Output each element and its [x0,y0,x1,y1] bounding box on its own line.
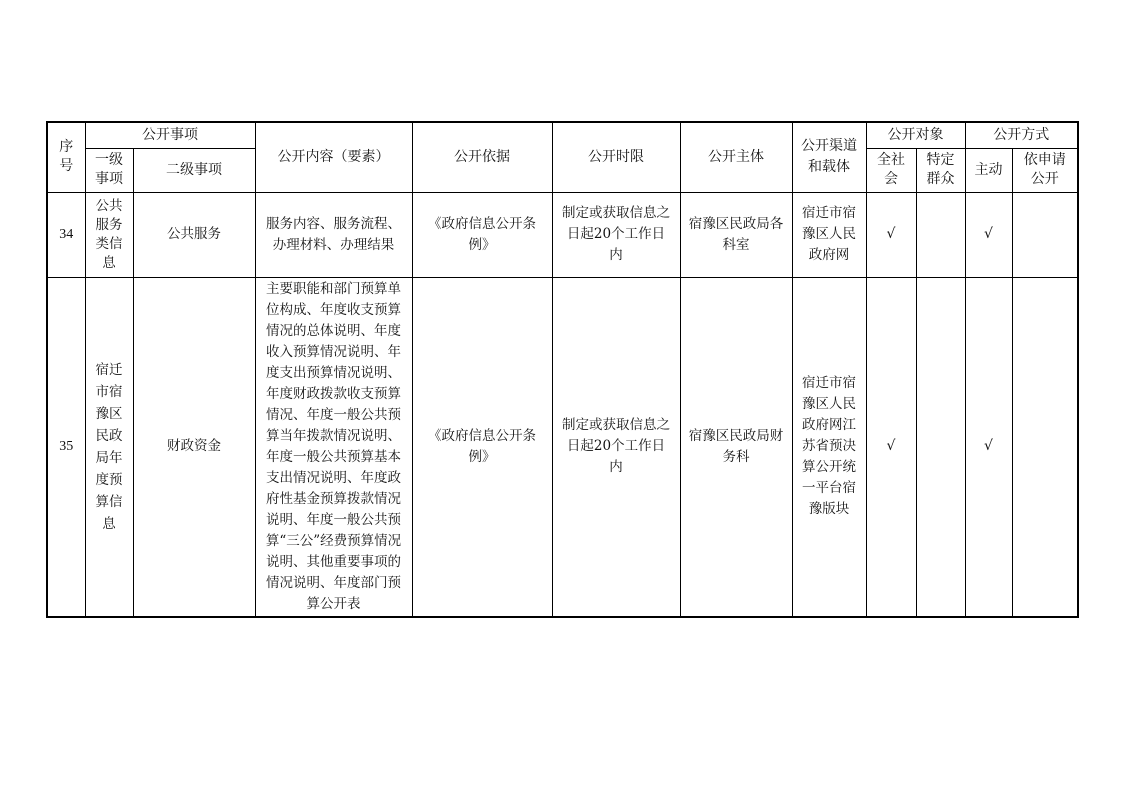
table-row [47,192,1078,277]
header-channel: 公开渠道和载体 [792,122,866,192]
row-seq: 34 [47,192,85,277]
row-seq: 35 [47,277,85,617]
header-target-group: 公开对象 [866,122,965,148]
header-matter-group: 公开事项 [85,122,255,148]
row-basis: 《政府信息公开条例》 [412,192,552,277]
header-method-active: 主动 [965,148,1012,192]
row-level2: 公共服务 [133,192,255,277]
header-method-group: 公开方式 [965,122,1078,148]
row-level1: 宿迁市宿豫区民政局年度预算信息 [85,277,133,617]
header-basis: 公开依据 [412,122,552,192]
header-level1: 一级事项 [85,148,133,192]
row-channel: 宿迁市宿豫区人民政府网 [792,192,866,277]
row-method-active-check: √ [965,192,1012,277]
row-target-all-check: √ [866,192,916,277]
header-target-specific: 特定群众 [916,148,965,192]
row-method-active-check: √ [965,277,1012,617]
header-subject: 公开主体 [680,122,792,192]
table-row [47,277,1078,617]
row-target-specific-check [916,277,965,617]
header-method-request: 依申请公开 [1012,148,1078,192]
row-level2: 财政资金 [133,277,255,617]
row-time-limit: 制定或获取信息之日起20个工作日内 [552,277,680,617]
row-method-request-check [1012,277,1078,617]
header-target-all: 全社会 [866,148,916,192]
header-content: 公开内容（要素） [255,122,412,192]
row-level1: 公共服务类信息 [85,192,133,277]
row-method-request-check [1012,192,1078,277]
header-level2: 二级事项 [133,148,255,192]
row-basis: 《政府信息公开条例》 [412,277,552,617]
row-channel: 宿迁市宿豫区人民政府网江苏省预决算公开统一平台宿豫版块 [792,277,866,617]
header-time-limit: 公开时限 [552,122,680,192]
header-seq: 序号 [47,122,85,192]
row-subject: 宿豫区民政局各科室 [680,192,792,277]
row-time-limit: 制定或获取信息之日起20个工作日内 [552,192,680,277]
disclosure-table [46,121,1079,618]
row-target-all-check: √ [866,277,916,617]
row-content: 主要职能和部门预算单位构成、年度收支预算情况的总体说明、年度收入预算情况说明、年度支出预算情况说明、年度财政拨款收支预算情况、年度一般公共预算当年拨款情况说明、年度一般公共预算基本支出情况说明、年度政府性基金预算拨款情况说明、年度一般公共预算“三公”经费预算情况说明、其他重要事项的情况说明、年度部门预算公开表 [255,277,412,617]
row-content: 服务内容、服务流程、办理材料、办理结果 [255,192,412,277]
row-target-specific-check [916,192,965,277]
row-subject: 宿豫区民政局财务科 [680,277,792,617]
